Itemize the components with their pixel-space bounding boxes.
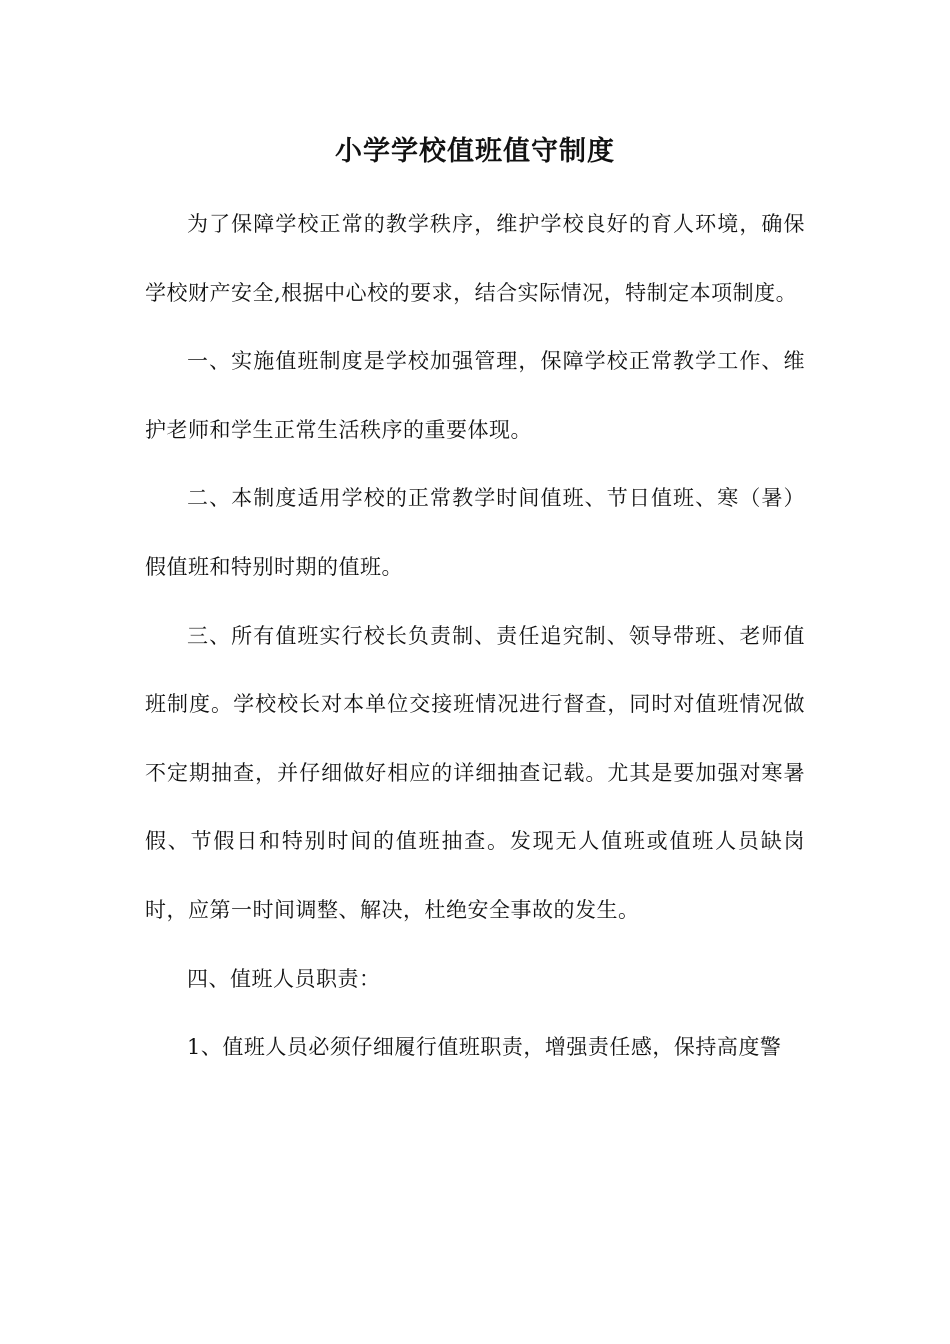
document-title: 小学学校值班值守制度 (335, 136, 615, 167)
paragraph-item-3: 三、所有值班实行校长负责制、责任追究制、领导带班、老师值班制度。学校校长对本单位交接班情况进行督查，同时对值班情况做不定期抽查，并仔细做好相应的详细抽查记载。尤其是要加强对寒暑假、节假日和特别时间的值班抽查。发现无人值班或值班人员缺岗时，应第一时间调整、解决，杜绝安全事故的发生。 (145, 623, 805, 922)
paragraph-intro: 为了保障学校正常的教学秩序，维护学校良好的育人环境，确保学校财产安全,根据中心校的要求，结合实际情况，特制定本项制度。 (145, 212, 805, 305)
paragraph-subitem-1: 1、值班人员必须仔细履行值班职责，增强责任感，保持高度警 (187, 1035, 782, 1060)
paragraph-item-4-heading: 四、值班人员职责： (187, 966, 381, 991)
paragraph-item-2: 二、本制度适用学校的正常教学时间值班、节日值班、寒（暑）假值班和特别时期的值班。 (145, 486, 805, 579)
document-body (145, 190, 805, 1082)
paragraph-item-1: 一、实施值班制度是学校加强管理，保障学校正常教学工作、维护老师和学生正常生活秩序的重要体现。 (145, 349, 805, 442)
